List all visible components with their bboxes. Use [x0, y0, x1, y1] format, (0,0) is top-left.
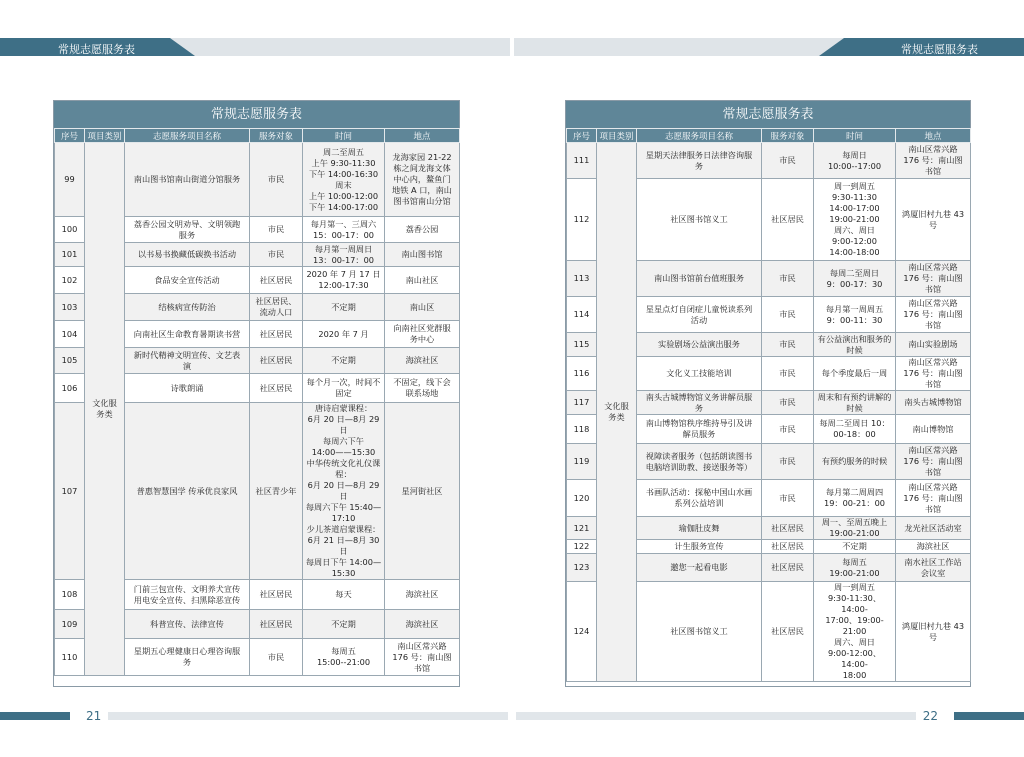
cell-service-name: 计生服务宣传	[637, 540, 762, 554]
col-header-name: 志愿服务项目名称	[125, 129, 250, 143]
right-header-row	[567, 129, 971, 143]
cell-time: 唐诗启蒙课程： 6月 20 日—8月 29 日 每周六下午 14:00——15:30 中华传统文化礼仪课 程： 6月 20 日—8月 29 日 每周六下午 15:40— 17:10 少儿茶道启蒙课程： 6月 21 日—8月 30 日 每周日下午 14:00— 15:30	[303, 403, 385, 580]
cell-time: 不定期	[303, 348, 385, 374]
cell-time: 每周日 10:00--17:00	[814, 143, 896, 179]
cell-no: 102	[55, 267, 85, 294]
col-header-no: 序号	[567, 129, 597, 143]
cell-target: 社区居民	[250, 348, 303, 374]
cell-time: 每周二至周日 9：00-17：30	[814, 261, 896, 297]
right-service-table	[566, 128, 971, 682]
right-table-body	[567, 143, 971, 682]
cell-time: 每月第一周周日 13：00-17：00	[303, 243, 385, 267]
cell-no: 117	[567, 391, 597, 415]
cell-no: 109	[55, 610, 85, 639]
cell-no: 118	[567, 415, 597, 444]
cell-time: 每月第一周周五 9：00-11：30	[814, 297, 896, 333]
cell-no: 108	[55, 580, 85, 610]
cell-place: 南山区常兴路 176 号：南山图 书馆	[896, 444, 971, 480]
col-header-category: 项目类别	[85, 129, 125, 143]
cell-no: 119	[567, 444, 597, 480]
page-number-right: 22	[922, 709, 938, 723]
col-header-name: 志愿服务项目名称	[637, 129, 762, 143]
cell-no: 115	[567, 333, 597, 357]
col-header-time: 时间	[814, 129, 896, 143]
cell-service-name: 社区图书馆义工	[637, 582, 762, 682]
cell-place: 南山社区	[385, 267, 460, 294]
cell-no: 114	[567, 297, 597, 333]
cell-no: 122	[567, 540, 597, 554]
cell-service-name: 实验剧场公益演出服务	[637, 333, 762, 357]
cell-service-name: 邀您一起看电影	[637, 554, 762, 582]
footer-bar-left-light	[108, 712, 508, 720]
cell-service-name: 文化义工技能培训	[637, 357, 762, 391]
cell-place: 不固定，线下会 联系场地	[385, 374, 460, 403]
table-row	[55, 143, 460, 217]
cell-service-name: 普惠智慧国学 传承优良家风	[125, 403, 250, 580]
cell-service-name: 科普宣传、法律宣传	[125, 610, 250, 639]
footer-bar-left	[0, 712, 70, 720]
cell-no: 111	[567, 143, 597, 179]
cell-service-name: 门前三包宣传、文明养犬宣传 用电安全宣传、扫黑除恶宣传	[125, 580, 250, 610]
col-header-target: 服务对象	[250, 129, 303, 143]
cell-place: 海滨社区	[385, 348, 460, 374]
cell-time: 周一、至周五晚上 19:00-21:00	[814, 517, 896, 540]
cell-category: 文化服务类	[85, 143, 125, 676]
cell-target: 社区居民	[762, 554, 814, 582]
cell-place: 南头古城博物馆	[896, 391, 971, 415]
cell-no: 113	[567, 261, 597, 297]
cell-place: 海滨社区	[385, 610, 460, 639]
cell-service-name: 瑜伽肚皮舞	[637, 517, 762, 540]
right-table-panel	[565, 100, 971, 687]
cell-target: 社区居民	[762, 582, 814, 682]
cell-time: 每月第一、三周六 15：00-17：00	[303, 217, 385, 243]
header-title-left: 常规志愿服务表	[58, 43, 135, 56]
cell-target: 市民	[250, 639, 303, 676]
col-header-category: 项目类别	[597, 129, 637, 143]
cell-service-name: 南山图书馆南山街道分馆服务	[125, 143, 250, 217]
col-header-time: 时间	[303, 129, 385, 143]
cell-no: 99	[55, 143, 85, 217]
cell-service-name: 社区图书馆义工	[637, 179, 762, 261]
cell-service-name: 食品安全宣传活动	[125, 267, 250, 294]
cell-target: 市民	[762, 261, 814, 297]
cell-service-name: 诗歌朗诵	[125, 374, 250, 403]
cell-target: 市民	[762, 391, 814, 415]
cell-target: 市民	[762, 444, 814, 480]
header-banner-left-light	[170, 38, 510, 56]
left-header-row	[55, 129, 460, 143]
cell-service-name: 南山图书馆前台值班服务	[637, 261, 762, 297]
cell-service-name: 星期天法律服务日法律咨询服 务	[637, 143, 762, 179]
cell-no: 121	[567, 517, 597, 540]
header-banner-right-light	[514, 38, 854, 56]
cell-place: 海滨社区	[385, 580, 460, 610]
cell-service-name: 结核病宣传防治	[125, 294, 250, 321]
cell-target: 社区居民	[250, 374, 303, 403]
cell-place: 荔香公园	[385, 217, 460, 243]
left-table-panel	[53, 100, 460, 687]
cell-service-name: 荔香公园文明劝导、文明领跑 服务	[125, 217, 250, 243]
left-table-title: 常规志愿服务表	[54, 101, 459, 128]
cell-target: 市民	[250, 243, 303, 267]
cell-no: 123	[567, 554, 597, 582]
cell-place: 南山区常兴路 176 号：南山图 书馆	[896, 297, 971, 333]
footer-bar-right	[954, 712, 1024, 720]
header-title-right: 常规志愿服务表	[901, 43, 978, 56]
cell-service-name: 星期五心理健康日心理咨询服 务	[125, 639, 250, 676]
col-header-place: 地点	[896, 129, 971, 143]
page-number-left: 21	[86, 709, 102, 723]
cell-no: 112	[567, 179, 597, 261]
cell-place: 向南社区党群服 务中心	[385, 321, 460, 348]
cell-time: 2020 年 7 月 17 日 12:00-17:30	[303, 267, 385, 294]
cell-place: 龙海家园 21-22 栋之间龙海文体 中心内，鳌鱼门 地铁 A 口，南山 图书馆南山分馆	[385, 143, 460, 217]
cell-service-name: 以书易书换藏低碳换书活动	[125, 243, 250, 267]
right-table-title: 常规志愿服务表	[566, 101, 970, 128]
cell-service-name: 星星点灯自闭症儿童悦读系列 活动	[637, 297, 762, 333]
cell-service-name: 南山博物馆秩序维持导引及讲 解员服务	[637, 415, 762, 444]
cell-target: 市民	[762, 357, 814, 391]
cell-place: 海滨社区	[896, 540, 971, 554]
cell-target: 市民	[762, 480, 814, 517]
cell-target: 市民	[762, 415, 814, 444]
cell-place: 南山实验剧场	[896, 333, 971, 357]
cell-no: 124	[567, 582, 597, 682]
cell-service-name: 向南社区生命教育暑期读书营	[125, 321, 250, 348]
cell-no: 106	[55, 374, 85, 403]
col-header-target: 服务对象	[762, 129, 814, 143]
cell-place: 鸿厦旧村九巷 43 号	[896, 179, 971, 261]
cell-time: 不定期	[303, 610, 385, 639]
cell-place: 南水社区工作站 会议室	[896, 554, 971, 582]
cell-service-name: 南头古城博物馆义务讲解员服 务	[637, 391, 762, 415]
cell-no: 120	[567, 480, 597, 517]
cell-target: 市民	[250, 143, 303, 217]
cell-target: 社区青少年	[250, 403, 303, 580]
col-header-no: 序号	[55, 129, 85, 143]
cell-time: 每天	[303, 580, 385, 610]
cell-place: 南山区常兴路 176 号：南山图 书馆	[896, 261, 971, 297]
cell-time: 周一到周五 9:30-11:30 14:00-17:00 19:00-21:00 周六、周日 9:00-12:00 14:00-18:00	[814, 179, 896, 261]
cell-target: 市民	[762, 333, 814, 357]
cell-time: 每周五 19:00-21:00	[814, 554, 896, 582]
cell-target: 社区居民	[250, 321, 303, 348]
cell-no: 116	[567, 357, 597, 391]
cell-time: 有预约服务的时候	[814, 444, 896, 480]
cell-time: 周一到周五 9:30-11:30、14:00- 17:00、19:00- 21:00 周六、周日 9:00-12:00、14:00- 18:00	[814, 582, 896, 682]
cell-time: 不定期	[303, 294, 385, 321]
cell-target: 社区居民	[762, 540, 814, 554]
cell-place: 南山图书馆	[385, 243, 460, 267]
cell-time: 有公益演出和服务的 时候	[814, 333, 896, 357]
cell-target: 市民	[250, 217, 303, 243]
cell-target: 社区居民	[762, 179, 814, 261]
cell-time: 每周五 15:00--21:00	[303, 639, 385, 676]
cell-place: 鸿厦旧村九巷 43 号	[896, 582, 971, 682]
cell-target: 市民	[762, 297, 814, 333]
cell-no: 100	[55, 217, 85, 243]
cell-target: 社区居民	[762, 517, 814, 540]
cell-place: 南山区	[385, 294, 460, 321]
cell-no: 103	[55, 294, 85, 321]
cell-target: 社区居民	[250, 610, 303, 639]
cell-target: 社区居民、 流动人口	[250, 294, 303, 321]
cell-place: 南山区常兴路 176 号：南山图 书馆	[896, 480, 971, 517]
cell-no: 105	[55, 348, 85, 374]
cell-time: 每周二至周日 10： 00-18：00	[814, 415, 896, 444]
cell-target: 社区居民	[250, 267, 303, 294]
cell-service-name: 新时代精神文明宣传、文艺表 演	[125, 348, 250, 374]
col-header-place: 地点	[385, 129, 460, 143]
cell-service-name: 书画队活动：探秘中国山水画 系列公益培训	[637, 480, 762, 517]
cell-no: 107	[55, 403, 85, 580]
cell-place: 南山区常兴路 176 号：南山图 书馆	[896, 143, 971, 179]
cell-time: 周末和有预约讲解的 时候	[814, 391, 896, 415]
cell-no: 101	[55, 243, 85, 267]
cell-time: 2020 年 7 月	[303, 321, 385, 348]
cell-service-name: 视障读者服务（包括朗读图书 电脑培训助教、接送服务等）	[637, 444, 762, 480]
table-row	[567, 143, 971, 179]
cell-target: 社区居民	[250, 580, 303, 610]
cell-place: 南山区常兴路 176 号：南山图 书馆	[896, 357, 971, 391]
footer-bar-right-light	[516, 712, 916, 720]
cell-no: 104	[55, 321, 85, 348]
cell-time: 周二至周五 上午 9:30-11:30 下午 14:00-16:30 周末 上午 10:00-12:00 下午 14:00-17:00	[303, 143, 385, 217]
cell-time: 每个月一次，时间不 固定	[303, 374, 385, 403]
cell-place: 南山博物馆	[896, 415, 971, 444]
cell-time: 每个季度最后一周	[814, 357, 896, 391]
cell-no: 110	[55, 639, 85, 676]
left-service-table	[54, 128, 460, 676]
cell-time: 每月第二周周四 19：00-21：00	[814, 480, 896, 517]
cell-target: 市民	[762, 143, 814, 179]
cell-place: 南山区常兴路 176 号：南山图 书馆	[385, 639, 460, 676]
left-table-body	[55, 143, 460, 676]
cell-category: 文化服务类	[597, 143, 637, 682]
cell-time: 不定期	[814, 540, 896, 554]
cell-place: 星河街社区	[385, 403, 460, 580]
cell-place: 龙光社区活动室	[896, 517, 971, 540]
